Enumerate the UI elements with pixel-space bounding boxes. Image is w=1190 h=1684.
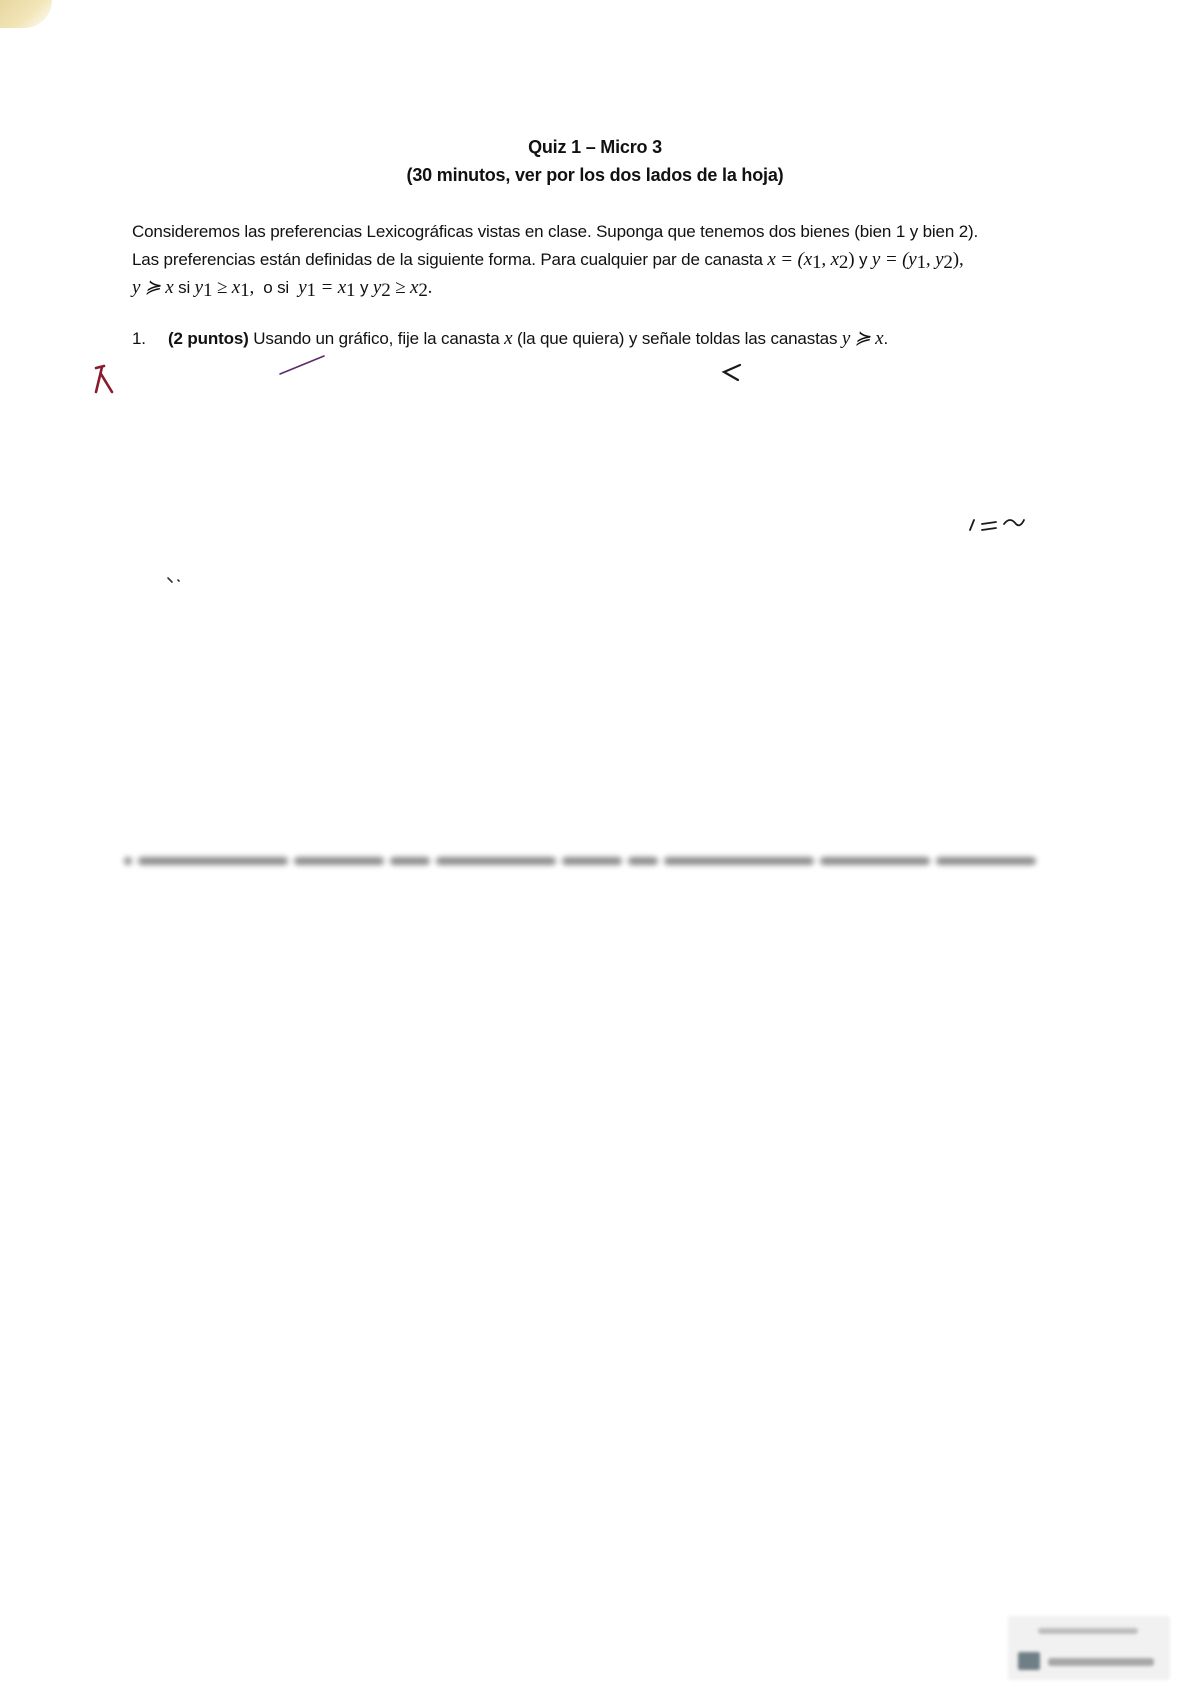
- math-part: , y: [925, 249, 944, 270]
- subscript: 2: [418, 280, 428, 301]
- var-x: x: [767, 249, 776, 270]
- page-subtitle: (30 minutos, ver por los dos lados de la hoja): [406, 165, 784, 185]
- subscript: 1: [916, 252, 926, 273]
- page-title: Quiz 1 – Micro 3: [528, 137, 662, 157]
- var-x: x: [504, 328, 513, 349]
- intro-line-2: [132, 246, 1092, 274]
- handwritten-scribble-mark: [966, 512, 1028, 536]
- question-text-a: Usando un gráfico, fije la canasta: [248, 329, 505, 348]
- question-1: [132, 326, 1092, 352]
- math-part: ): [848, 249, 855, 270]
- conjunction: y: [854, 250, 872, 269]
- math-part: y: [194, 277, 203, 298]
- subscript: 1: [240, 280, 250, 301]
- preference-relation: y ≽ x: [841, 328, 884, 349]
- math-part: ≥ x: [390, 277, 419, 298]
- question-text-b: (la que quiera) y señale toldas las canastas: [512, 329, 842, 348]
- question-number: 1.: [132, 329, 146, 348]
- question-end: .: [883, 329, 889, 348]
- subscript: 2: [838, 252, 849, 273]
- word-o-si: o si: [254, 278, 299, 297]
- math-part: y: [298, 277, 307, 298]
- math-part: y: [372, 277, 382, 298]
- intro-paragraph: [132, 218, 1092, 302]
- var-y: y: [871, 249, 881, 270]
- math-part: , x: [821, 249, 839, 270]
- subscript: 1: [346, 280, 356, 301]
- subscript: 1: [202, 280, 213, 301]
- subscript: 1: [812, 252, 822, 273]
- intro-line-2-text: Las preferencias están definidas de la siguiente forma. Para cualquier par de canasta: [132, 250, 768, 269]
- scanner-watermark: [1008, 1616, 1170, 1680]
- intro-line-1: Consideremos las preferencias Lexicográficas vistas en clase. Suponga que tenemos dos bienes (bien 1 y bien 2).: [132, 222, 979, 241]
- word-si: si: [173, 278, 195, 297]
- handwritten-tick-mark: [718, 362, 746, 384]
- handwritten-lambda-mark: [92, 362, 118, 396]
- question-points: (2 puntos): [168, 329, 249, 348]
- math-part: = (x: [775, 249, 813, 270]
- math-part: ,: [249, 277, 255, 298]
- math-part: = (y: [880, 249, 917, 270]
- math-part: ≥ x: [212, 277, 241, 298]
- stray-dot-mark: [166, 576, 182, 586]
- math-part: .: [427, 277, 433, 298]
- subscript: 1: [306, 280, 316, 301]
- subscript: 2: [381, 280, 391, 301]
- subscript: 2: [943, 252, 953, 273]
- preference-relation: y ≽ x: [132, 277, 174, 298]
- conjunction: y: [355, 278, 373, 297]
- intro-line-3: [132, 274, 1092, 302]
- math-part: ),: [952, 249, 964, 270]
- corner-stain: [0, 0, 52, 28]
- scanner-logo-icon: [1018, 1652, 1040, 1670]
- math-part: = x: [315, 277, 347, 298]
- blurred-question-2: [124, 852, 1064, 870]
- handwritten-slash-mark: [276, 352, 328, 378]
